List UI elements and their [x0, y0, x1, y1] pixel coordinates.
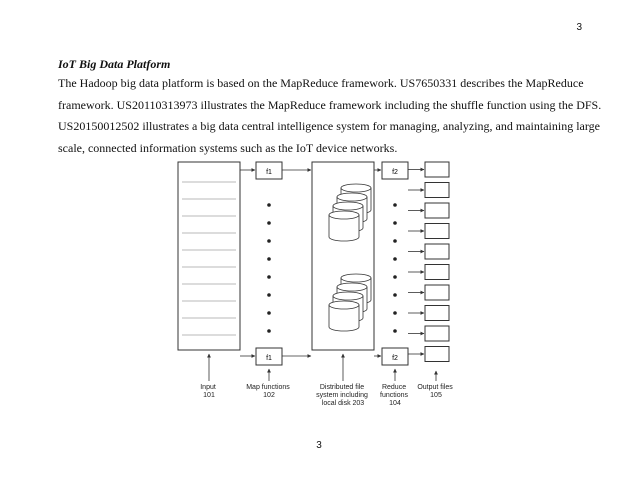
reduce-dot [393, 275, 397, 279]
caption-input: Input 101 [200, 384, 216, 399]
output-file-box [425, 203, 449, 218]
map-functions [256, 162, 282, 365]
map-dot [267, 293, 271, 297]
reduce-dot [393, 293, 397, 297]
reduce-functions [382, 162, 408, 365]
section-heading: IoT Big Data Platform [58, 57, 171, 71]
output-files [425, 162, 449, 362]
reduce-dot [393, 329, 397, 333]
reduce-box-bottom-label: f2 [392, 355, 398, 362]
reduce-dot [393, 257, 397, 261]
paragraph-line: scale, connected information systems such as the IoT device networks. [58, 140, 398, 155]
mapreduce-diagram [170, 158, 455, 428]
reduce-box-top-label: f2 [392, 169, 398, 176]
output-file-box [425, 224, 449, 239]
reduce-dot [393, 239, 397, 243]
reduce-dot [393, 221, 397, 225]
page-number-top: 3 [576, 22, 582, 33]
map-box-bottom-label: f1 [266, 355, 272, 362]
distributed-file-system [312, 162, 374, 350]
map-dot [267, 311, 271, 315]
output-file-box [425, 347, 449, 362]
output-file-box [425, 285, 449, 300]
map-dot [267, 203, 271, 207]
map-dot [267, 221, 271, 225]
caption-reduce: Reduce functions 104 [380, 384, 409, 407]
body-paragraph [58, 73, 602, 159]
paragraph-line: US20150012502 illustrates a big data central intelligence system for managing, analyzing, and maintaining large [58, 119, 600, 133]
paragraph-line: framework. US20110313973 illustrates the MapReduce framework including the shuffle function using the DFS. [58, 97, 602, 112]
disk-icon [329, 301, 359, 331]
map-box-top-label: f1 [266, 169, 272, 176]
map-dot [267, 257, 271, 261]
caption-dfs: Distributed file system including local disk 203 [316, 384, 368, 407]
reduce-dot [393, 203, 397, 207]
caption-map: Map functions 102 [246, 384, 290, 399]
map-dot [267, 239, 271, 243]
output-file-box [425, 265, 449, 280]
output-file-box [425, 244, 449, 259]
output-file-box [425, 326, 449, 341]
paragraph-line: The Hadoop big data platform is based on the MapReduce framework. US7650331 describes the MapReduce [58, 76, 584, 90]
output-file-box [425, 162, 449, 177]
page-number-bottom: 3 [316, 440, 322, 451]
caption-output: Output files 105 [417, 384, 453, 399]
output-file-box [425, 183, 449, 198]
input-block [178, 162, 240, 350]
map-dot [267, 329, 271, 333]
reduce-dot [393, 311, 397, 315]
output-file-box [425, 306, 449, 321]
map-dot [267, 275, 271, 279]
disk-icon [329, 211, 359, 241]
